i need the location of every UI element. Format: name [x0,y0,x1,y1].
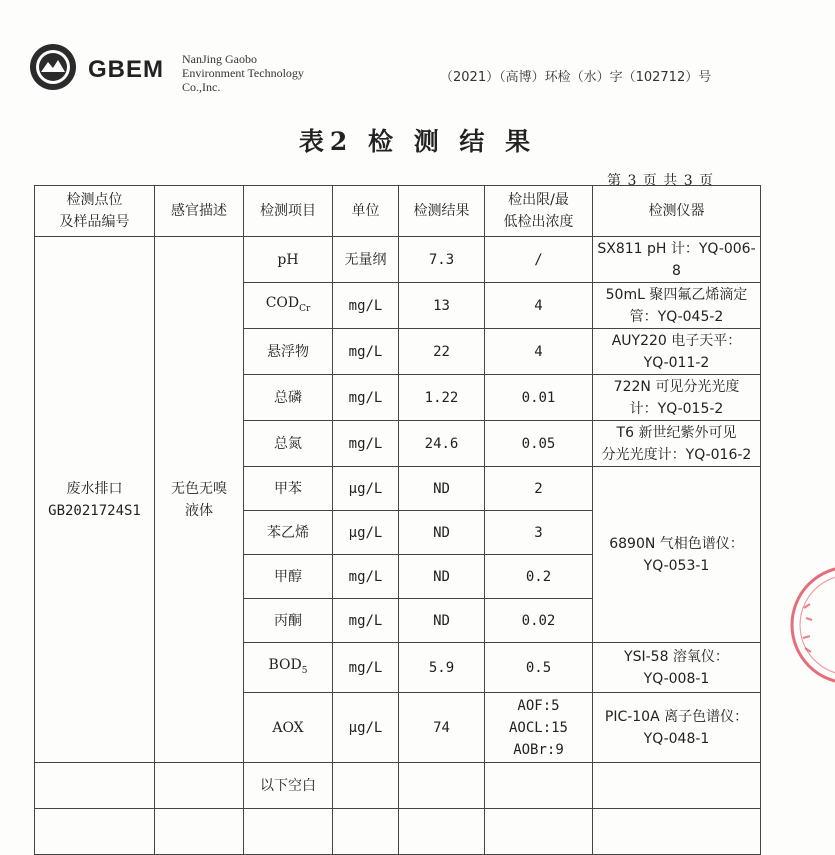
item-cell: pH [244,237,333,283]
result-cell: 24.6 [399,421,485,467]
item-cell: 甲苯 [244,467,333,511]
limit-cell: 2 [485,467,593,511]
item-cell: 丙酮 [244,599,333,643]
sample-id: GB2021724S1 [48,502,141,519]
limit-cell: 0.2 [485,555,593,599]
table-row [35,809,761,855]
limit-cell: 4 [485,283,593,329]
header-limit: 检出限/最 低检出浓度 [485,186,593,237]
page-indicator: 第 3 页 共 3 页 [607,173,715,189]
unit-cell: 无量纲 [333,237,399,283]
table-row [35,763,761,809]
instrument-cell: 722N 可见分光光度 计：YQ-015-2 [593,375,761,421]
item-cell: 总磷 [244,375,333,421]
item-cell: 苯乙烯 [244,511,333,555]
item-cell: $COD_{Cr}$ [244,283,333,329]
unit-cell: mg/L [333,375,399,421]
instrument-cell: YSI-58 溶氧仪： YQ-008-1 [593,643,761,693]
company-name-line: Co.,Inc. [182,80,221,94]
unit-cell: mg/L [333,643,399,693]
company-seal-icon [28,42,78,92]
sample-point: 废水排口 [66,480,123,497]
unit-cell: mg/L [333,599,399,643]
limit-cell: 4 [485,329,593,375]
company-name-line: NanJing Gaobo [182,52,257,66]
limit-cell: 0.05 [485,421,593,467]
item-cell: $BOD_5$ [244,643,333,693]
instrument-cell: AUY220 电子天平： YQ-011-2 [593,329,761,375]
instrument-cell: SX811 pH 计：YQ-006-8 [593,237,761,283]
limit-cell: / [485,237,593,283]
header-instrument: 检测仪器 [593,186,761,237]
result-cell: 13 [399,283,485,329]
unit-cell: μg/L [333,693,399,763]
limit-cell: 3 [485,511,593,555]
unit-cell: mg/L [333,421,399,467]
limit-cell: AOF:5 AOCL:15 AOBr:9 [485,693,593,763]
results-table [34,185,761,855]
item-cell: 甲醇 [244,555,333,599]
blank-note: 以下空白 [244,763,333,809]
instrument-cell: 50mL 聚四氟乙烯滴定 管：YQ-045-2 [593,283,761,329]
company-name-line: Environment Technology [182,66,304,80]
instrument-cell: T6 新世纪紫外可见 分光光度计：YQ-016-2 [593,421,761,467]
item-cell: 悬浮物 [244,329,333,375]
report-number: （2021）（高博）环检（水）字（102712）号 [440,70,712,85]
result-cell: 5.9 [399,643,485,693]
sensory-cell: 无色无嗅 液体 [155,237,244,763]
company-name [182,52,304,94]
red-stamp-icon [790,560,835,690]
limit-cell: 0.01 [485,375,593,421]
unit-cell: mg/L [333,283,399,329]
sample-point-cell [35,237,155,763]
result-cell: ND [399,467,485,511]
unit-cell: mg/L [333,329,399,375]
result-cell: 7.3 [399,237,485,283]
header-sensory: 感官描述 [155,186,244,237]
table-row [35,237,761,283]
result-cell: ND [399,599,485,643]
limit-cell: 0.02 [485,599,593,643]
result-cell: 1.22 [399,375,485,421]
result-cell: ND [399,511,485,555]
result-cell: ND [399,555,485,599]
company-logo-text: GBEM [88,56,164,83]
unit-cell: mg/L [333,555,399,599]
result-cell: 74 [399,693,485,763]
unit-cell: μg/L [333,511,399,555]
header-item: 检测项目 [244,186,333,237]
item-cell: AOX [244,693,333,763]
result-cell: 22 [399,329,485,375]
item-cell: 总氮 [244,421,333,467]
table-header-row [35,186,761,237]
page-title: 表2 检 测 结 果 [298,127,537,156]
instrument-cell: 6890N 气相色谱仪： YQ-053-1 [593,467,761,643]
unit-cell: μg/L [333,467,399,511]
header-point: 检测点位 及样品编号 [35,186,155,237]
header-result: 检测结果 [399,186,485,237]
instrument-cell: PIC-10A 离子色谱仪： YQ-048-1 [593,693,761,763]
header-unit: 单位 [333,186,399,237]
limit-cell: 0.5 [485,643,593,693]
